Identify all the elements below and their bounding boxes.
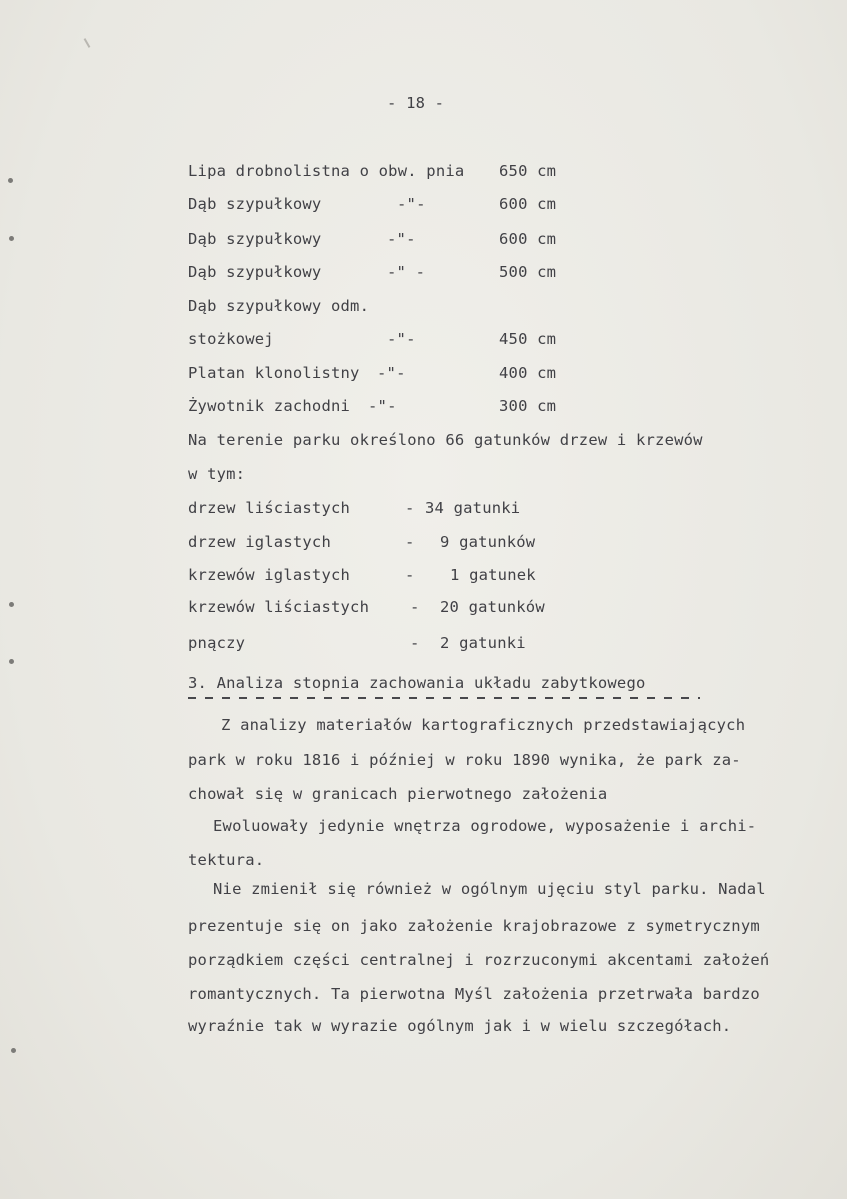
tree-mark: -"- (377, 364, 406, 382)
tree-value: 400 cm (499, 364, 557, 382)
species-label: drzew iglastych (188, 533, 331, 551)
tree-name: Żywotnik zachodni (188, 397, 351, 415)
tree-mark: -"- (368, 397, 397, 415)
tree-name: Lipa drobnolistna o obw. pnia (188, 162, 465, 180)
paragraph-line: Ewoluowały jedynie wnętrza ogrodowe, wyposażenie i archi- (213, 817, 757, 835)
species-label: krzewów liściastych (188, 598, 370, 616)
tree-name: Dąb szypułkowy odm. (188, 297, 370, 315)
tree-name: stożkowej (188, 330, 274, 348)
species-label: krzewów iglastych (188, 566, 351, 584)
species-intro: Na terenie parku określono 66 gatunków drzew i krzewów (188, 431, 703, 449)
paragraph-line: porządkiem części centralnej i rozrzuconymi akcentami założeń (188, 951, 770, 969)
species-label: pnączy (188, 634, 246, 652)
punch-mark (9, 236, 14, 241)
tree-value: 500 cm (499, 263, 557, 281)
species-value: 20 gatunków (440, 598, 545, 616)
page-number: - 18 - (387, 94, 445, 112)
species-value: 34 gatunki (425, 499, 521, 517)
species-dash: - (410, 598, 420, 616)
tree-name: Platan klonolistny (188, 364, 360, 382)
tree-name: Dąb szypułkowy (188, 263, 322, 281)
tree-name: Dąb szypułkowy (188, 195, 322, 213)
species-intro: w tym: (188, 465, 246, 483)
species-value: 9 gatunków (440, 533, 536, 551)
species-label: drzew liściastych (188, 499, 351, 517)
species-value: 2 gatunki (440, 634, 526, 652)
species-dash: - (405, 533, 415, 551)
paragraph-line: romantycznych. Ta pierwotna Myśl założenia przetrwała bardzo (188, 985, 760, 1003)
tree-value: 600 cm (499, 195, 557, 213)
tree-name: Dąb szypułkowy (188, 230, 322, 248)
species-dash: - (410, 634, 420, 652)
paragraph-line: wyraźnie tak w wyrazie ogólnym jak i w wielu szczegółach. (188, 1017, 732, 1035)
paper-mark (84, 38, 91, 48)
species-dash: - (405, 499, 415, 517)
paragraph-line: prezentuje się on jako założenie krajobrazowe z symetrycznym (188, 917, 760, 935)
tree-value: 600 cm (499, 230, 557, 248)
tree-mark: -" - (387, 263, 426, 281)
section-heading: 3. Analiza stopnia zachowania układu zabytkowego (188, 674, 646, 692)
punch-mark (9, 659, 14, 664)
paragraph-line: Z analizy materiałów kartograficznych przedstawiających (221, 716, 746, 734)
paragraph-line: Nie zmienił się również w ogólnym ujęciu styl parku. Nadal (213, 880, 766, 898)
tree-mark: -"- (397, 195, 426, 213)
tree-value: 650 cm (499, 162, 557, 180)
paragraph-line: chował się w granicach pierwotnego założenia (188, 785, 608, 803)
species-value: 1 gatunek (450, 566, 536, 584)
tree-value: 300 cm (499, 397, 557, 415)
punch-mark (8, 178, 13, 183)
paragraph-line: park w roku 1816 i później w roku 1890 wynika, że park za- (188, 751, 741, 769)
tree-mark: -"- (387, 230, 416, 248)
paragraph-line: tektura. (188, 851, 265, 869)
species-dash: - (405, 566, 415, 584)
tree-value: 450 cm (499, 330, 557, 348)
heading-underline (188, 697, 700, 699)
punch-mark (11, 1048, 16, 1053)
tree-mark: -"- (387, 330, 416, 348)
punch-mark (9, 602, 14, 607)
